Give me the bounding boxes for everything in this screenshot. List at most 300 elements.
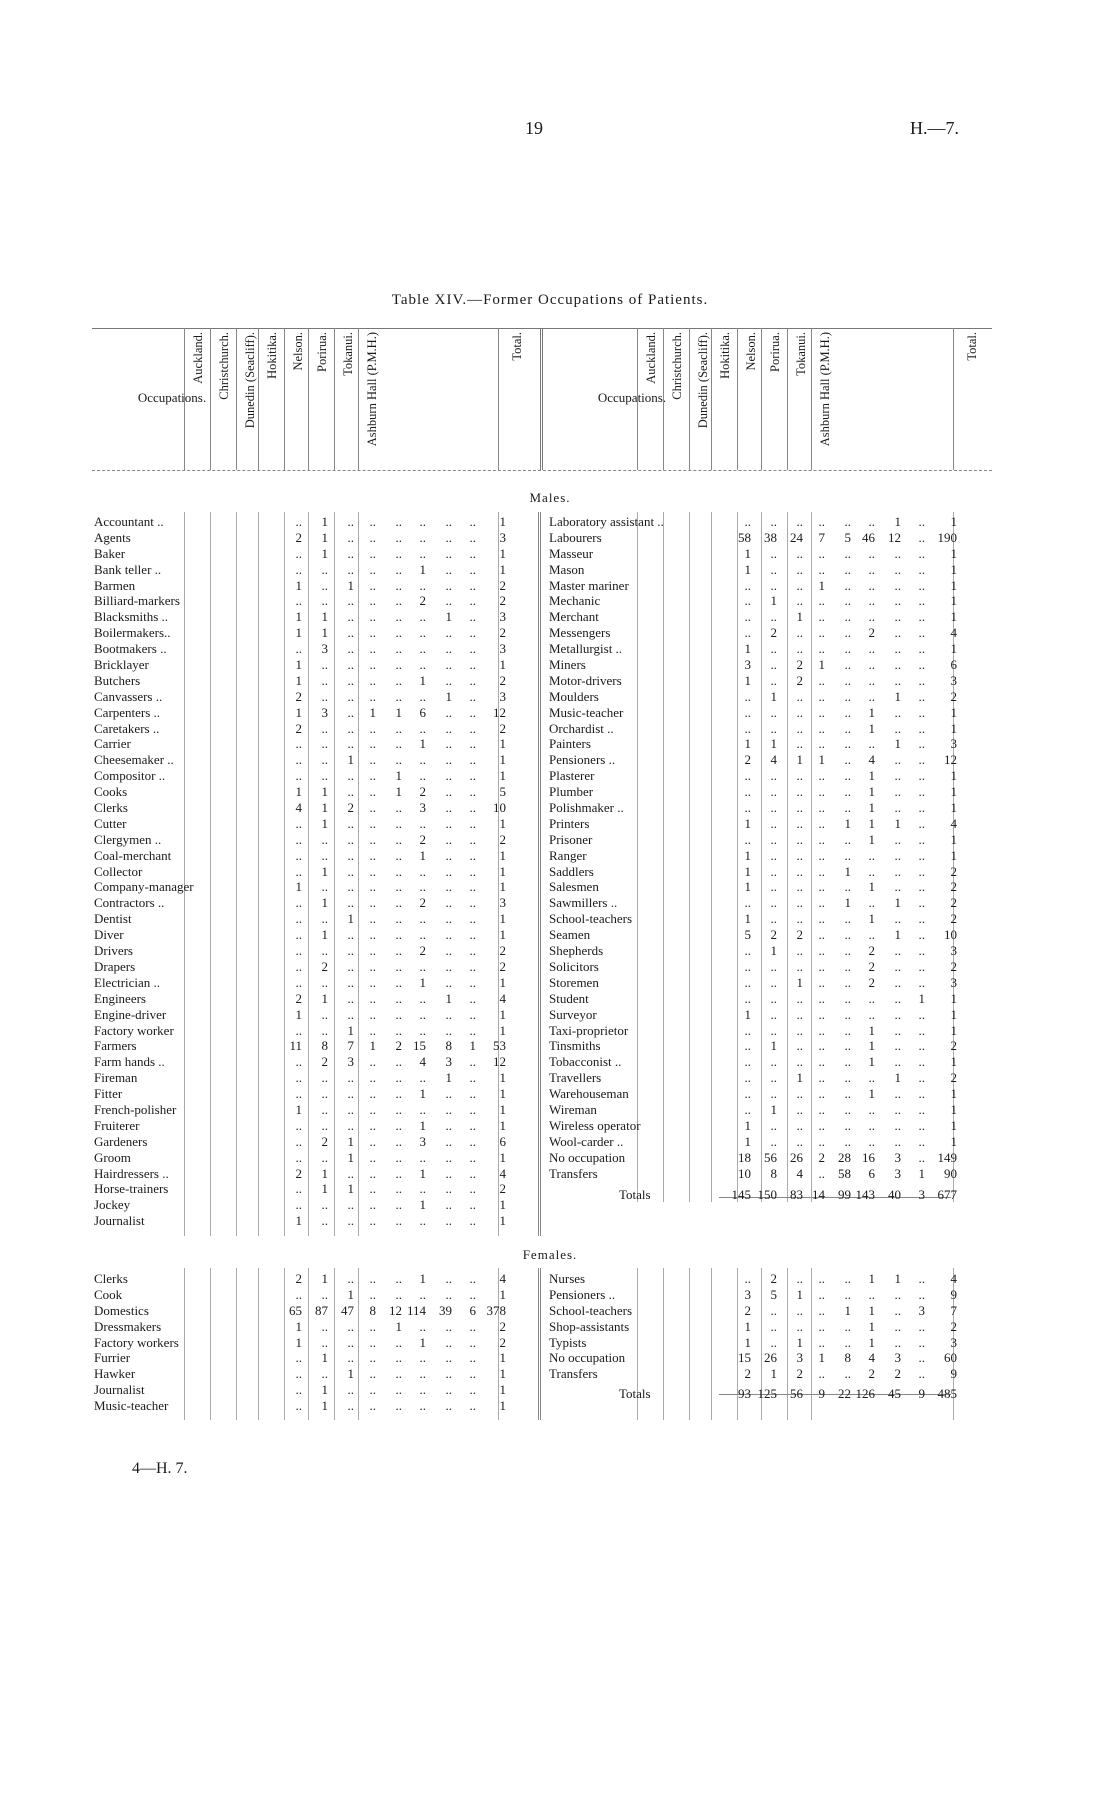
table-row xyxy=(94,1335,534,1351)
count-cell: .. xyxy=(770,911,777,927)
table-row xyxy=(94,895,534,911)
total-cell: 1 xyxy=(950,545,957,561)
count-cell: .. xyxy=(796,688,803,704)
count-cell: .. xyxy=(445,657,452,673)
count-cell: .. xyxy=(918,514,925,529)
count-cell: .. xyxy=(818,831,825,847)
count-cell: .. xyxy=(445,752,452,768)
table-row xyxy=(94,1213,534,1229)
total-cell: 2 xyxy=(499,943,506,959)
column-divider xyxy=(953,328,954,470)
table-row xyxy=(549,689,989,705)
count-cell: 1 xyxy=(295,672,302,688)
occupation-name: Dentist xyxy=(94,911,132,927)
column-divider xyxy=(663,328,664,470)
count-cell: .. xyxy=(369,593,376,609)
count-cell: .. xyxy=(818,736,825,752)
count-cell: .. xyxy=(918,1054,925,1070)
count-cell: 1 xyxy=(295,784,302,800)
column-divider xyxy=(498,328,499,470)
occupation-name: Collector xyxy=(94,863,143,879)
count-cell: 28 xyxy=(838,1149,851,1165)
count-cell: 11 xyxy=(289,1038,302,1054)
count-cell: .. xyxy=(347,1006,354,1022)
count-cell: .. xyxy=(918,1318,925,1334)
count-cell: .. xyxy=(295,1070,302,1086)
count-cell: 1 xyxy=(369,704,376,720)
count-cell: 1 xyxy=(894,1271,901,1286)
table-row xyxy=(94,578,534,594)
count-cell: .. xyxy=(295,1366,302,1382)
count-cell: .. xyxy=(369,641,376,657)
count-cell: .. xyxy=(469,1271,476,1286)
total-cell: 2 xyxy=(950,1318,957,1334)
count-cell: .. xyxy=(918,943,925,959)
count-cell: .. xyxy=(770,990,777,1006)
total-cell: 12 xyxy=(493,704,506,720)
count-cell: .. xyxy=(918,974,925,990)
count-cell: .. xyxy=(369,1398,376,1414)
count-cell: .. xyxy=(770,895,777,911)
count-cell: .. xyxy=(347,943,354,959)
count-cell: 3 xyxy=(321,641,328,657)
count-cell: 1 xyxy=(744,1006,751,1022)
total-cell: 1 xyxy=(950,704,957,720)
count-cell: 1 xyxy=(770,688,777,704)
count-cell: .. xyxy=(918,1101,925,1117)
occupation-name: Shop-assistants xyxy=(549,1318,630,1334)
count-cell: .. xyxy=(770,974,777,990)
count-cell: .. xyxy=(469,1101,476,1117)
count-cell: 1 xyxy=(347,911,354,927)
count-cell: .. xyxy=(369,736,376,752)
count-cell: 39 xyxy=(439,1302,452,1318)
count-cell: .. xyxy=(347,1086,354,1102)
total-cell: 6 xyxy=(499,1133,506,1149)
count-cell: 1 xyxy=(321,927,328,943)
count-cell: .. xyxy=(844,657,851,673)
count-cell: 1 xyxy=(395,1318,402,1334)
count-cell: 1 xyxy=(321,545,328,561)
count-cell: .. xyxy=(321,847,328,863)
occupation-name: Engineers xyxy=(94,990,146,1006)
count-cell: 1 xyxy=(369,1038,376,1054)
table-row xyxy=(549,578,989,594)
count-cell: 1 xyxy=(796,609,803,625)
count-cell: .. xyxy=(445,1366,452,1382)
count-cell: 1 xyxy=(744,879,751,895)
count-cell: .. xyxy=(469,1366,476,1382)
table-row xyxy=(549,1271,989,1287)
total-cell: 1 xyxy=(499,768,506,784)
count-cell: .. xyxy=(321,768,328,784)
occupation-name: Farmers xyxy=(94,1038,137,1054)
institution-header-left-0: Auckland. xyxy=(190,332,205,384)
count-cell: 4 xyxy=(770,752,777,768)
count-cell: .. xyxy=(918,911,925,927)
count-cell: .. xyxy=(918,625,925,641)
total-cell: 378 xyxy=(486,1302,506,1318)
count-cell: .. xyxy=(369,1213,376,1229)
total-cell: 1 xyxy=(499,1398,506,1414)
count-cell: .. xyxy=(770,1070,777,1086)
count-cell: .. xyxy=(295,1086,302,1102)
count-cell: 3 xyxy=(744,1286,751,1302)
occupation-name: Bootmakers .. xyxy=(94,641,167,657)
count-cell: .. xyxy=(295,1286,302,1302)
count-cell: 4 xyxy=(295,800,302,816)
count-cell: .. xyxy=(369,752,376,768)
institution-header-right-7: Ashburn Hall (P.M.H.) xyxy=(817,332,832,447)
count-cell: .. xyxy=(369,545,376,561)
count-cell: 3 xyxy=(894,1165,901,1181)
count-cell: .. xyxy=(369,720,376,736)
count-cell: .. xyxy=(796,625,803,641)
total-cell: 1 xyxy=(499,1286,506,1302)
count-cell: 1 xyxy=(796,1286,803,1302)
table-row xyxy=(94,864,534,880)
count-cell: .. xyxy=(369,784,376,800)
count-cell: .. xyxy=(445,529,452,545)
count-cell: .. xyxy=(321,1334,328,1350)
table-row xyxy=(94,1350,534,1366)
count-cell: .. xyxy=(844,720,851,736)
count-cell: .. xyxy=(918,1117,925,1133)
count-cell: .. xyxy=(295,514,302,529)
count-cell: 2 xyxy=(868,625,875,641)
count-cell: .. xyxy=(868,1133,875,1149)
females-section-label: Females. xyxy=(522,1247,578,1262)
count-cell: .. xyxy=(419,815,426,831)
count-cell: 3 xyxy=(796,1350,803,1366)
occupation-name: Baker xyxy=(94,545,126,561)
count-cell: .. xyxy=(818,927,825,943)
table-row xyxy=(549,1086,989,1102)
count-cell: 2 xyxy=(419,593,426,609)
count-cell: .. xyxy=(770,1318,777,1334)
table-row xyxy=(549,736,989,752)
count-cell: .. xyxy=(419,1318,426,1334)
count-cell: .. xyxy=(395,1086,402,1102)
table-row xyxy=(549,673,989,689)
count-cell: .. xyxy=(894,863,901,879)
count-cell: .. xyxy=(419,1022,426,1038)
count-cell: 1 xyxy=(744,545,751,561)
count-cell: 114 xyxy=(406,1302,426,1318)
count-cell: .. xyxy=(419,657,426,673)
count-cell: .. xyxy=(744,720,751,736)
count-cell: 1 xyxy=(321,1165,328,1181)
total-cell: 1 xyxy=(499,847,506,863)
count-cell: .. xyxy=(868,895,875,911)
occupation-name: Seamen xyxy=(549,927,591,943)
table-row xyxy=(94,1086,534,1102)
table-row xyxy=(94,1166,534,1182)
count-cell: .. xyxy=(347,815,354,831)
count-cell: .. xyxy=(445,720,452,736)
count-cell: 2 xyxy=(419,831,426,847)
count-cell: 8 xyxy=(445,1038,452,1054)
count-cell: .. xyxy=(321,577,328,593)
count-cell: 2 xyxy=(419,943,426,959)
total-cell: 2 xyxy=(499,1318,506,1334)
count-cell: .. xyxy=(369,1006,376,1022)
count-cell: .. xyxy=(796,1054,803,1070)
count-cell: .. xyxy=(347,1350,354,1366)
count-cell: .. xyxy=(369,1165,376,1181)
column-divider xyxy=(711,328,712,470)
total-cell: 1 xyxy=(499,1070,506,1086)
count-cell: .. xyxy=(818,641,825,657)
total-cell: 10 xyxy=(944,927,957,943)
count-cell: .. xyxy=(818,1038,825,1054)
occupation-name: Master mariner xyxy=(549,577,629,593)
total-cell: 2 xyxy=(499,1181,506,1197)
count-cell: .. xyxy=(369,927,376,943)
count-cell: .. xyxy=(796,895,803,911)
count-cell: .. xyxy=(369,1133,376,1149)
count-cell: .. xyxy=(395,577,402,593)
count-cell: .. xyxy=(321,943,328,959)
count-cell: .. xyxy=(918,688,925,704)
institution-header-right-2: Dunedin (Seacliff). xyxy=(695,332,710,429)
count-cell: .. xyxy=(868,609,875,625)
table-row xyxy=(94,641,534,657)
count-cell: 1 xyxy=(321,895,328,911)
count-cell: .. xyxy=(818,1133,825,1149)
total-cell: 2 xyxy=(950,1038,957,1054)
count-cell: 1 xyxy=(419,1197,426,1213)
institution-header-left-1: Christchurch. xyxy=(216,332,231,400)
count-cell: .. xyxy=(469,847,476,863)
count-cell: .. xyxy=(321,1318,328,1334)
count-cell: .. xyxy=(347,720,354,736)
occupation-name: Hairdressers .. xyxy=(94,1165,169,1181)
count-cell: .. xyxy=(395,911,402,927)
count-cell: .. xyxy=(321,561,328,577)
count-cell: 1 xyxy=(818,657,825,673)
count-cell: 1 xyxy=(868,815,875,831)
count-cell: .. xyxy=(868,927,875,943)
count-cell: .. xyxy=(295,847,302,863)
table-row xyxy=(94,975,534,991)
table-row xyxy=(94,1007,534,1023)
count-cell: .. xyxy=(818,1117,825,1133)
total-cell: 4 xyxy=(950,1271,957,1286)
count-cell: .. xyxy=(918,768,925,784)
total-cell: 1 xyxy=(950,990,957,1006)
total-cell: 1 xyxy=(499,927,506,943)
total-cell: 3 xyxy=(499,895,506,911)
count-cell: .. xyxy=(419,1398,426,1414)
total-cell: 1 xyxy=(499,545,506,561)
count-cell: 3 xyxy=(918,1302,925,1318)
count-cell: .. xyxy=(295,958,302,974)
count-cell: .. xyxy=(295,1054,302,1070)
count-cell: .. xyxy=(295,974,302,990)
count-cell: 3 xyxy=(445,1054,452,1070)
total-cell: 2 xyxy=(499,593,506,609)
occupation-name: Music-teacher xyxy=(94,1398,169,1414)
count-cell: 1 xyxy=(744,672,751,688)
count-cell: 2 xyxy=(868,974,875,990)
occupation-name: Contractors .. xyxy=(94,895,165,911)
count-cell: .. xyxy=(395,958,402,974)
count-cell: .. xyxy=(744,625,751,641)
count-cell: 1 xyxy=(744,1318,751,1334)
center-divider xyxy=(538,1268,541,1420)
count-cell: .. xyxy=(445,1197,452,1213)
table-row xyxy=(549,1134,989,1150)
count-cell: .. xyxy=(770,1334,777,1350)
table-row xyxy=(549,959,989,975)
count-cell: .. xyxy=(369,1022,376,1038)
count-cell: .. xyxy=(295,943,302,959)
count-cell: .. xyxy=(844,1038,851,1054)
count-cell: .. xyxy=(894,1286,901,1302)
count-cell: 2 xyxy=(321,958,328,974)
count-cell: 3 xyxy=(347,1054,354,1070)
count-cell: .. xyxy=(744,831,751,847)
count-cell: .. xyxy=(469,784,476,800)
count-cell: .. xyxy=(818,704,825,720)
total-cell: 1 xyxy=(499,1350,506,1366)
total-cell: 3 xyxy=(950,943,957,959)
table-row xyxy=(549,1303,989,1319)
count-cell: .. xyxy=(818,863,825,879)
count-cell: .. xyxy=(445,1006,452,1022)
table-row xyxy=(94,721,534,737)
count-cell: .. xyxy=(321,1022,328,1038)
institution-header-left-5: Porirua. xyxy=(314,332,329,372)
count-cell: 1 xyxy=(295,625,302,641)
count-cell: .. xyxy=(844,1133,851,1149)
count-cell: .. xyxy=(844,927,851,943)
count-cell: 2 xyxy=(295,529,302,545)
count-cell: 4 xyxy=(796,1165,803,1181)
count-cell: .. xyxy=(347,704,354,720)
count-cell: .. xyxy=(469,768,476,784)
count-cell: .. xyxy=(347,1117,354,1133)
table-row xyxy=(94,1197,534,1213)
total-header-left: Total. xyxy=(509,332,524,361)
count-cell: 1 xyxy=(868,1038,875,1054)
count-cell: .. xyxy=(419,1101,426,1117)
count-cell: 10 xyxy=(738,1165,751,1181)
table-row xyxy=(94,1054,534,1070)
count-cell: .. xyxy=(796,943,803,959)
totals-cell: 45 xyxy=(888,1386,901,1402)
count-cell: .. xyxy=(844,609,851,625)
count-cell: .. xyxy=(347,641,354,657)
count-cell: .. xyxy=(419,1149,426,1165)
column-divider xyxy=(236,328,237,470)
total-cell: 1 xyxy=(499,1382,506,1398)
count-cell: .. xyxy=(770,863,777,879)
count-cell: .. xyxy=(347,672,354,688)
total-cell: 1 xyxy=(950,784,957,800)
count-cell: .. xyxy=(918,641,925,657)
occupation-name: Tobacconist .. xyxy=(549,1054,622,1070)
total-cell: 3 xyxy=(499,688,506,704)
occupation-name: Domestics xyxy=(94,1302,149,1318)
total-header-right: Total. xyxy=(964,332,979,361)
count-cell: .. xyxy=(744,577,751,593)
total-cell: 3 xyxy=(499,609,506,625)
occupation-name: Mechanic xyxy=(549,593,601,609)
occupation-name: French-polisher xyxy=(94,1101,177,1117)
center-divider xyxy=(538,512,541,1236)
table-row xyxy=(94,1118,534,1134)
count-cell: .. xyxy=(347,593,354,609)
total-cell: 1 xyxy=(499,1022,506,1038)
occupation-name: Saddlers xyxy=(549,863,594,879)
count-cell: 1 xyxy=(918,990,925,1006)
count-cell: .. xyxy=(295,752,302,768)
table-row xyxy=(94,1038,534,1054)
column-divider xyxy=(334,328,335,470)
count-cell: .. xyxy=(295,895,302,911)
count-cell: .. xyxy=(844,688,851,704)
totals-cell: 9 xyxy=(918,1386,925,1402)
count-cell: .. xyxy=(469,1398,476,1414)
count-cell: .. xyxy=(818,625,825,641)
count-cell: .. xyxy=(868,1117,875,1133)
count-cell: .. xyxy=(918,609,925,625)
table-row xyxy=(549,911,989,927)
totals-cell: 3 xyxy=(918,1187,925,1203)
count-cell: 18 xyxy=(738,1149,751,1165)
header-center-divider xyxy=(540,328,543,470)
count-cell: .. xyxy=(918,1149,925,1165)
count-cell: .. xyxy=(868,863,875,879)
count-cell: 1 xyxy=(868,704,875,720)
count-cell: .. xyxy=(347,1334,354,1350)
occupation-name: Polishmaker .. xyxy=(549,800,624,816)
count-cell: .. xyxy=(321,1117,328,1133)
count-cell: .. xyxy=(844,561,851,577)
count-cell: .. xyxy=(445,561,452,577)
count-cell: 1 xyxy=(818,752,825,768)
total-cell: 1 xyxy=(950,831,957,847)
total-cell: 4 xyxy=(950,625,957,641)
count-cell: 1 xyxy=(744,1334,751,1350)
count-cell: .. xyxy=(918,815,925,831)
count-cell: .. xyxy=(445,1181,452,1197)
count-cell: .. xyxy=(419,958,426,974)
count-cell: 1 xyxy=(395,784,402,800)
total-cell: 1 xyxy=(499,1101,506,1117)
count-cell: .. xyxy=(744,768,751,784)
occupation-name: School-teachers xyxy=(549,1302,633,1318)
total-cell: 6 xyxy=(950,657,957,673)
total-cell: 190 xyxy=(937,529,957,545)
count-cell: .. xyxy=(347,688,354,704)
count-cell: 8 xyxy=(770,1165,777,1181)
count-cell: 1 xyxy=(894,895,901,911)
count-cell: 1 xyxy=(818,577,825,593)
occupation-name: Cook xyxy=(94,1286,123,1302)
count-cell: .. xyxy=(744,974,751,990)
occupation-name: Engine-driver xyxy=(94,1006,167,1022)
count-cell: .. xyxy=(918,657,925,673)
count-cell: .. xyxy=(419,1213,426,1229)
count-cell: .. xyxy=(347,958,354,974)
table-row xyxy=(94,689,534,705)
count-cell: .. xyxy=(347,1213,354,1229)
institution-header-left-3: Hokitika. xyxy=(264,332,279,379)
count-cell: .. xyxy=(395,847,402,863)
